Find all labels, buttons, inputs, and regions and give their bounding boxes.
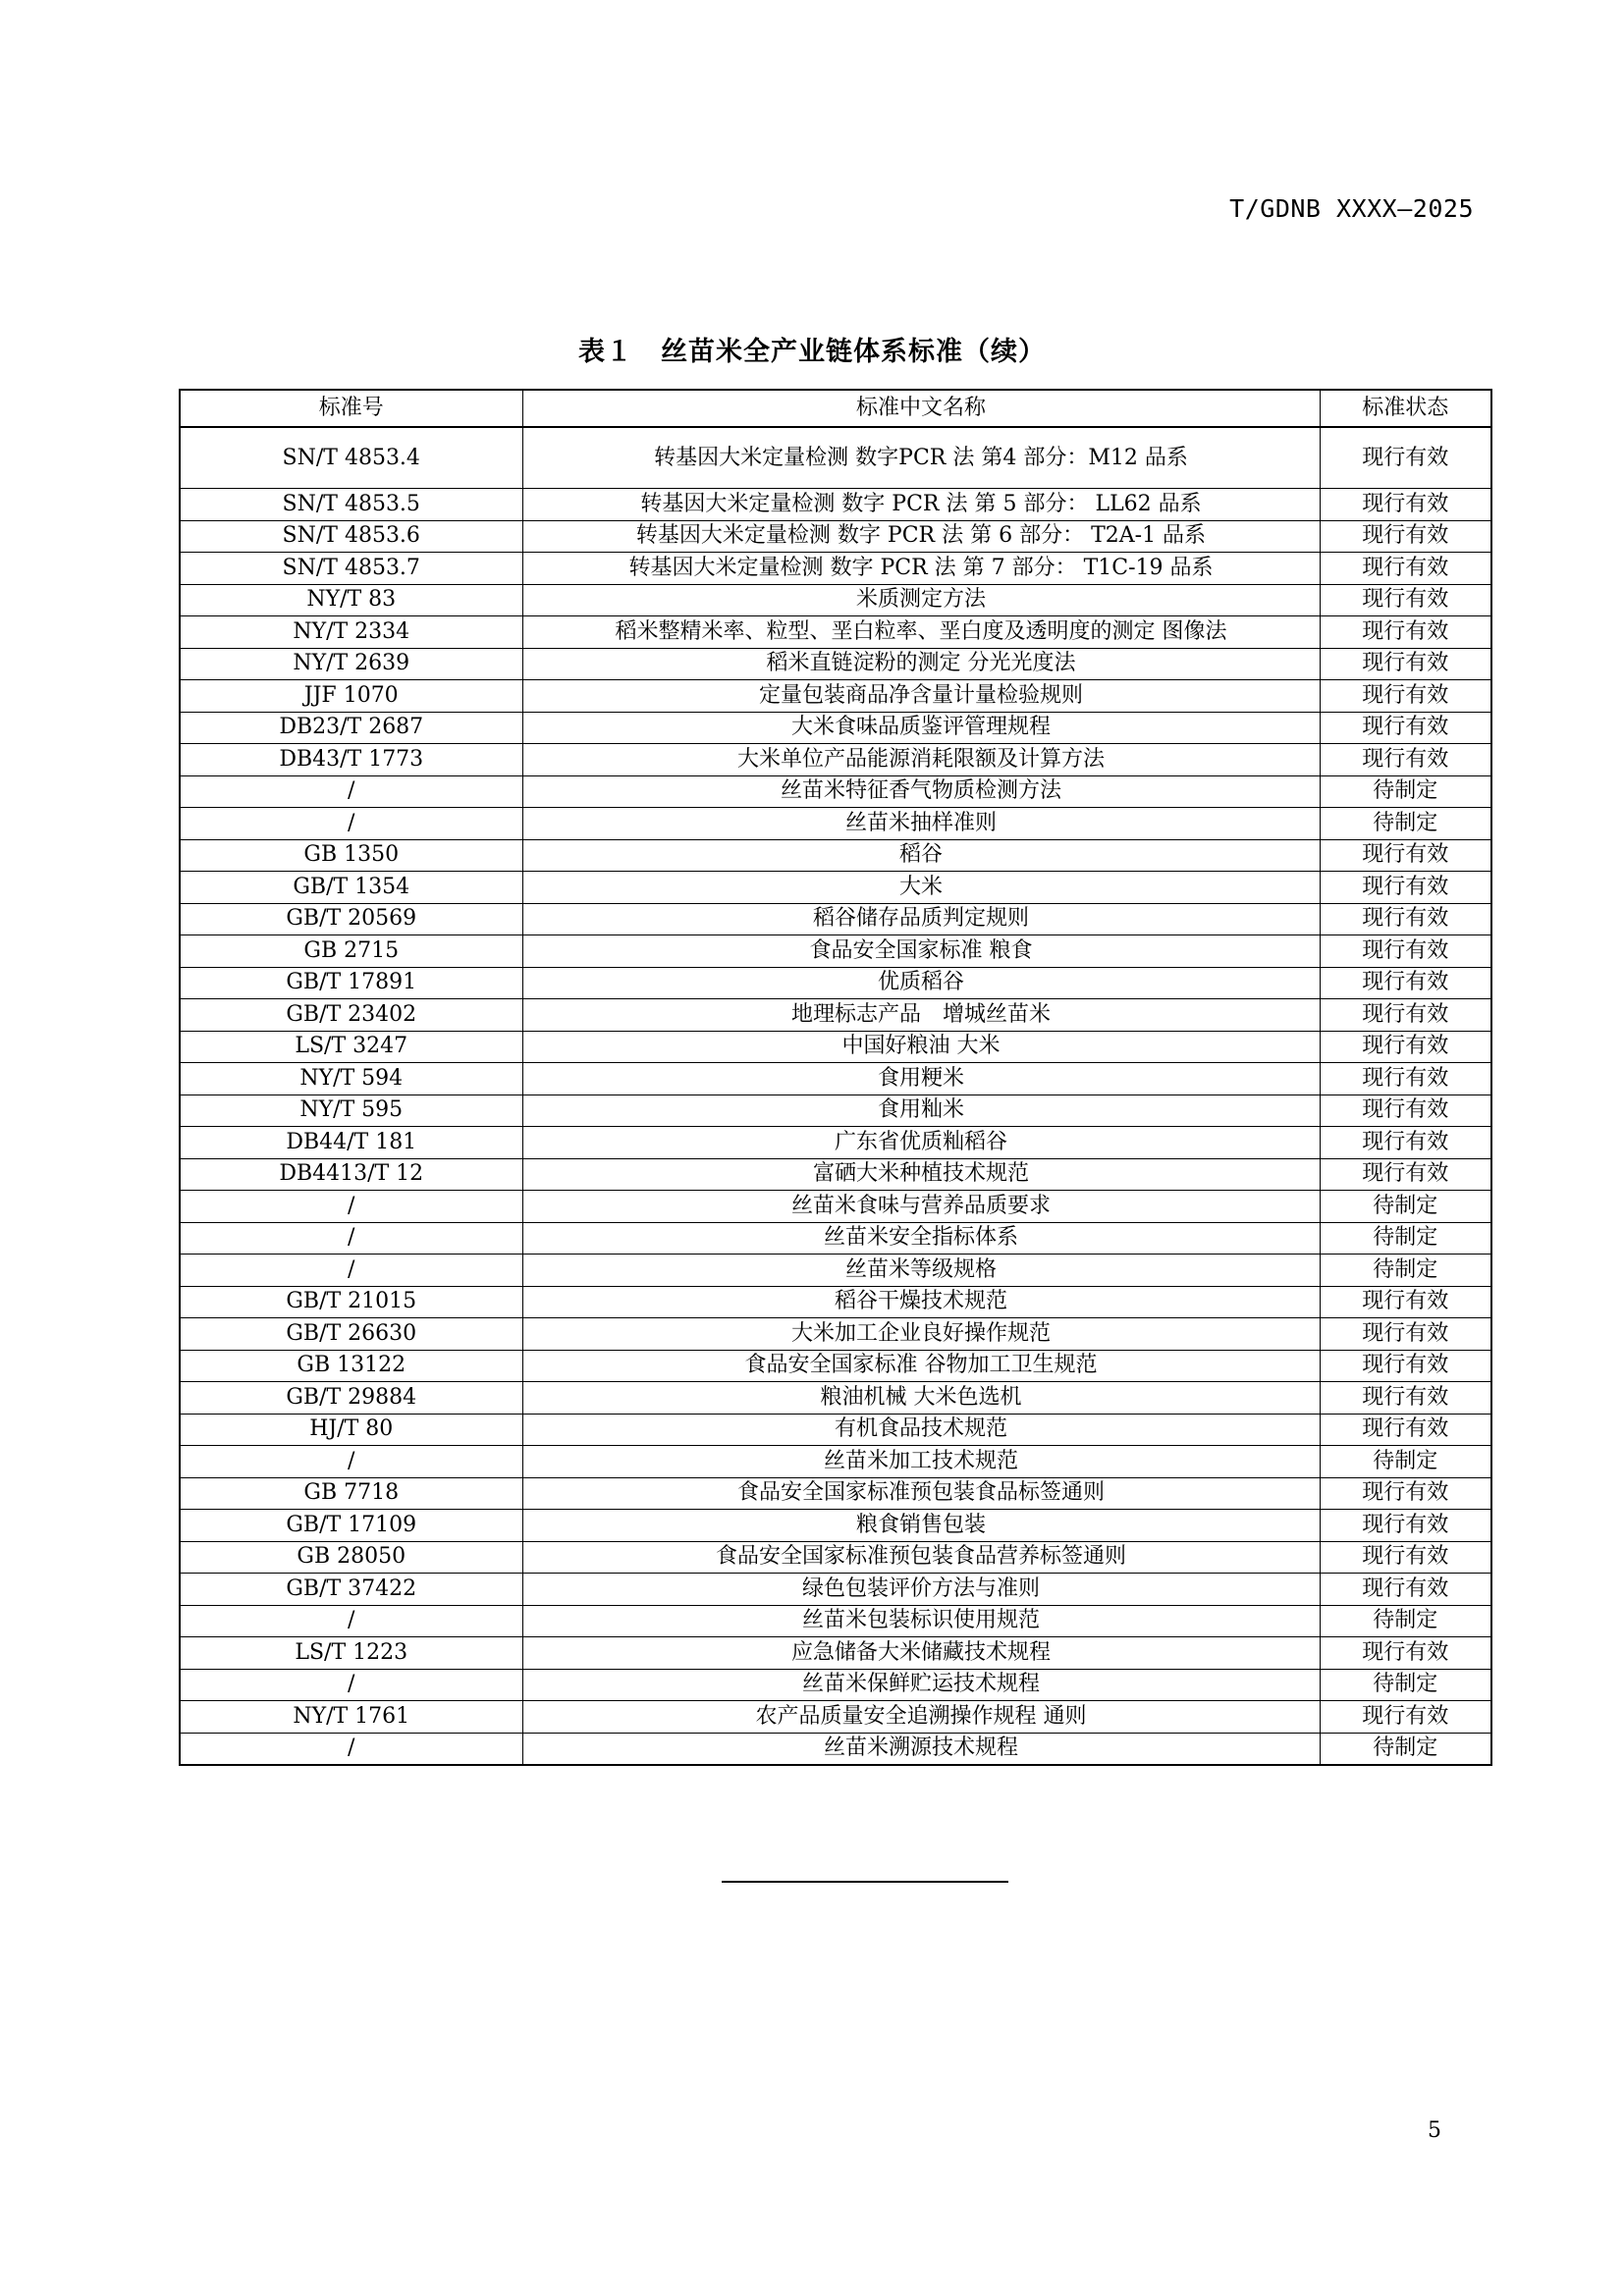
- cell-standard-name: 食用粳米: [522, 1063, 1320, 1095]
- cell-standard-name: 中国好粮油 大米: [522, 1031, 1320, 1063]
- table-row: [180, 489, 1491, 521]
- cell-standard-code: GB 28050: [180, 1541, 522, 1574]
- cell-standard-status: 待制定: [1320, 1446, 1491, 1478]
- table-row: [180, 1191, 1491, 1223]
- table-row: [180, 967, 1491, 999]
- cell-standard-code: NY/T 595: [180, 1095, 522, 1127]
- cell-standard-name: 有机食品技术规范: [522, 1414, 1320, 1446]
- cell-standard-code: GB/T 23402: [180, 999, 522, 1032]
- cell-standard-name: 丝苗米等级规格: [522, 1255, 1320, 1287]
- table-row: [180, 1095, 1491, 1127]
- table-row: [180, 1158, 1491, 1191]
- table-row: [180, 1510, 1491, 1542]
- table-title: 表１ 丝苗米全产业链体系标准（续）: [578, 337, 1046, 367]
- cell-standard-code: GB/T 17109: [180, 1510, 522, 1542]
- column-header-name: 标准中文名称: [522, 390, 1320, 427]
- cell-standard-name: 食品安全国家标准预包装食品标签通则: [522, 1477, 1320, 1510]
- cell-standard-code: SN/T 4853.4: [180, 427, 522, 489]
- table-row: [180, 520, 1491, 553]
- table-row: [180, 999, 1491, 1032]
- column-header-code: 标准号: [180, 390, 522, 427]
- table-row: [180, 1255, 1491, 1287]
- cell-standard-status: 现行有效: [1320, 1031, 1491, 1063]
- cell-standard-name: 稻谷: [522, 839, 1320, 872]
- cell-standard-code: GB/T 17891: [180, 967, 522, 999]
- cell-standard-code: SN/T 4853.5: [180, 489, 522, 521]
- cell-standard-code: /: [180, 775, 522, 808]
- table-row: [180, 839, 1491, 872]
- cell-standard-name: 粮油机械 大米色选机: [522, 1382, 1320, 1415]
- cell-standard-name: 富硒大米种植技术规范: [522, 1158, 1320, 1191]
- cell-standard-status: 现行有效: [1320, 967, 1491, 999]
- end-of-table-rule: [722, 1881, 1008, 1883]
- cell-standard-name: 丝苗米食味与营养品质要求: [522, 1191, 1320, 1223]
- cell-standard-status: 待制定: [1320, 1191, 1491, 1223]
- cell-standard-status: 现行有效: [1320, 1382, 1491, 1415]
- cell-standard-status: 现行有效: [1320, 1414, 1491, 1446]
- cell-standard-status: 现行有效: [1320, 1637, 1491, 1670]
- table-body: [180, 427, 1491, 1765]
- cell-standard-name: 米质测定方法: [522, 584, 1320, 616]
- cell-standard-code: HJ/T 80: [180, 1414, 522, 1446]
- cell-standard-name: 丝苗米包装标识使用规范: [522, 1605, 1320, 1637]
- cell-standard-status: 现行有效: [1320, 648, 1491, 680]
- cell-standard-name: 丝苗米抽样准则: [522, 808, 1320, 840]
- cell-standard-status: 现行有效: [1320, 584, 1491, 616]
- column-header-status: 标准状态: [1320, 390, 1491, 427]
- cell-standard-code: GB 2715: [180, 935, 522, 968]
- table-row: [180, 1382, 1491, 1415]
- table-row: [180, 1477, 1491, 1510]
- cell-standard-status: 现行有效: [1320, 903, 1491, 935]
- cell-standard-name: 优质稻谷: [522, 967, 1320, 999]
- cell-standard-status: 待制定: [1320, 1255, 1491, 1287]
- table-row: [180, 1222, 1491, 1255]
- cell-standard-name: 转基因大米定量检测 数字 PCR 法 第 7 部分： T1C-19 品系: [522, 553, 1320, 585]
- cell-standard-status: 待制定: [1320, 1222, 1491, 1255]
- cell-standard-code: LS/T 1223: [180, 1637, 522, 1670]
- cell-standard-code: GB/T 20569: [180, 903, 522, 935]
- table-row: [180, 1701, 1491, 1734]
- cell-standard-status: 现行有效: [1320, 680, 1491, 713]
- cell-standard-status: 现行有效: [1320, 1510, 1491, 1542]
- cell-standard-name: 地理标志产品 增城丝苗米: [522, 999, 1320, 1032]
- cell-standard-name: 稻谷干燥技术规范: [522, 1286, 1320, 1318]
- cell-standard-status: 现行有效: [1320, 489, 1491, 521]
- cell-standard-name: 大米: [522, 872, 1320, 904]
- table-row: [180, 903, 1491, 935]
- cell-standard-status: 待制定: [1320, 1733, 1491, 1765]
- cell-standard-name: 转基因大米定量检测 数字 PCR 法 第 6 部分： T2A-1 品系: [522, 520, 1320, 553]
- cell-standard-name: 丝苗米溯源技术规程: [522, 1733, 1320, 1765]
- table-row: [180, 1446, 1491, 1478]
- cell-standard-code: NY/T 1761: [180, 1701, 522, 1734]
- cell-standard-status: 现行有效: [1320, 999, 1491, 1032]
- table-row: [180, 427, 1491, 489]
- table-row: [180, 1031, 1491, 1063]
- cell-standard-name: 绿色包装评价方法与准则: [522, 1574, 1320, 1606]
- cell-standard-status: 现行有效: [1320, 1286, 1491, 1318]
- cell-standard-status: 现行有效: [1320, 1127, 1491, 1159]
- cell-standard-code: /: [180, 1191, 522, 1223]
- table-row: [180, 1541, 1491, 1574]
- cell-standard-status: 现行有效: [1320, 1701, 1491, 1734]
- table-row: [180, 1605, 1491, 1637]
- cell-standard-code: NY/T 2639: [180, 648, 522, 680]
- cell-standard-code: DB23/T 2687: [180, 712, 522, 744]
- cell-standard-status: 待制定: [1320, 1605, 1491, 1637]
- cell-standard-code: LS/T 3247: [180, 1031, 522, 1063]
- cell-standard-status: 现行有效: [1320, 744, 1491, 776]
- cell-standard-name: 食用籼米: [522, 1095, 1320, 1127]
- cell-standard-status: 现行有效: [1320, 1063, 1491, 1095]
- cell-standard-name: 食品安全国家标准预包装食品营养标签通则: [522, 1541, 1320, 1574]
- cell-standard-code: /: [180, 1222, 522, 1255]
- cell-standard-status: 现行有效: [1320, 427, 1491, 489]
- cell-standard-code: GB/T 26630: [180, 1318, 522, 1351]
- cell-standard-code: /: [180, 1255, 522, 1287]
- table-row: [180, 775, 1491, 808]
- table-row: [180, 1318, 1491, 1351]
- cell-standard-name: 丝苗米特征香气物质检测方法: [522, 775, 1320, 808]
- cell-standard-status: 待制定: [1320, 808, 1491, 840]
- cell-standard-name: 丝苗米保鲜贮运技术规程: [522, 1669, 1320, 1701]
- cell-standard-code: /: [180, 1733, 522, 1765]
- cell-standard-code: NY/T 83: [180, 584, 522, 616]
- cell-standard-name: 粮食销售包装: [522, 1510, 1320, 1542]
- cell-standard-code: DB43/T 1773: [180, 744, 522, 776]
- page-number: 5: [1428, 2118, 1441, 2143]
- table-row: [180, 1286, 1491, 1318]
- cell-standard-status: 现行有效: [1320, 1350, 1491, 1382]
- table-row: [180, 1127, 1491, 1159]
- table-row: [180, 935, 1491, 968]
- cell-standard-status: 现行有效: [1320, 935, 1491, 968]
- cell-standard-name: 食品安全国家标准 谷物加工卫生规范: [522, 1350, 1320, 1382]
- cell-standard-status: 现行有效: [1320, 839, 1491, 872]
- table-row: [180, 1414, 1491, 1446]
- cell-standard-status: 待制定: [1320, 1669, 1491, 1701]
- cell-standard-status: 现行有效: [1320, 520, 1491, 553]
- cell-standard-code: GB 1350: [180, 839, 522, 872]
- table-row: [180, 616, 1491, 649]
- cell-standard-name: 大米加工企业良好操作规范: [522, 1318, 1320, 1351]
- standards-table: [179, 389, 1492, 1766]
- cell-standard-status: 现行有效: [1320, 712, 1491, 744]
- cell-standard-status: 现行有效: [1320, 1318, 1491, 1351]
- cell-standard-code: SN/T 4853.6: [180, 520, 522, 553]
- cell-standard-status: 现行有效: [1320, 872, 1491, 904]
- table-row: [180, 1350, 1491, 1382]
- cell-standard-code: GB 13122: [180, 1350, 522, 1382]
- cell-standard-name: 广东省优质籼稻谷: [522, 1127, 1320, 1159]
- cell-standard-status: 现行有效: [1320, 1541, 1491, 1574]
- cell-standard-code: GB/T 37422: [180, 1574, 522, 1606]
- cell-standard-code: SN/T 4853.7: [180, 553, 522, 585]
- table-row: [180, 553, 1491, 585]
- table-row: [180, 680, 1491, 713]
- cell-standard-name: 定量包装商品净含量计量检验规则: [522, 680, 1320, 713]
- document-id: T/GDNB XXXX—2025: [1229, 194, 1474, 223]
- cell-standard-status: 现行有效: [1320, 1574, 1491, 1606]
- cell-standard-name: 稻米整精米率、粒型、垩白粒率、垩白度及透明度的测定 图像法: [522, 616, 1320, 649]
- cell-standard-name: 转基因大米定量检测 数字 PCR 法 第 5 部分： LL62 品系: [522, 489, 1320, 521]
- table-row: [180, 808, 1491, 840]
- cell-standard-code: /: [180, 1446, 522, 1478]
- cell-standard-name: 应急储备大米储藏技术规程: [522, 1637, 1320, 1670]
- cell-standard-code: NY/T 594: [180, 1063, 522, 1095]
- table-row: [180, 1733, 1491, 1765]
- cell-standard-status: 现行有效: [1320, 553, 1491, 585]
- table-row: [180, 1063, 1491, 1095]
- table-row: [180, 1574, 1491, 1606]
- cell-standard-code: DB4413/T 12: [180, 1158, 522, 1191]
- cell-standard-name: 转基因大米定量检测 数字PCR 法 第4 部分：M12 品系: [522, 427, 1320, 489]
- cell-standard-status: 待制定: [1320, 775, 1491, 808]
- cell-standard-code: GB 7718: [180, 1477, 522, 1510]
- cell-standard-status: 现行有效: [1320, 616, 1491, 649]
- cell-standard-name: 稻谷储存品质判定规则: [522, 903, 1320, 935]
- cell-standard-name: 食品安全国家标准 粮食: [522, 935, 1320, 968]
- cell-standard-code: NY/T 2334: [180, 616, 522, 649]
- table-row: [180, 872, 1491, 904]
- table-row: [180, 744, 1491, 776]
- cell-standard-code: GB/T 1354: [180, 872, 522, 904]
- cell-standard-code: /: [180, 1669, 522, 1701]
- table-row: [180, 712, 1491, 744]
- cell-standard-code: /: [180, 808, 522, 840]
- cell-standard-name: 农产品质量安全追溯操作规程 通则: [522, 1701, 1320, 1734]
- cell-standard-status: 现行有效: [1320, 1095, 1491, 1127]
- cell-standard-code: GB/T 21015: [180, 1286, 522, 1318]
- table-row: [180, 584, 1491, 616]
- table-header-row: [180, 390, 1491, 427]
- cell-standard-code: GB/T 29884: [180, 1382, 522, 1415]
- cell-standard-code: /: [180, 1605, 522, 1637]
- cell-standard-name: 稻米直链淀粉的测定 分光光度法: [522, 648, 1320, 680]
- cell-standard-name: 大米单位产品能源消耗限额及计算方法: [522, 744, 1320, 776]
- cell-standard-name: 大米食味品质鉴评管理规程: [522, 712, 1320, 744]
- cell-standard-code: DB44/T 181: [180, 1127, 522, 1159]
- table-row: [180, 648, 1491, 680]
- cell-standard-code: JJF 1070: [180, 680, 522, 713]
- table-row: [180, 1637, 1491, 1670]
- table-row: [180, 1669, 1491, 1701]
- cell-standard-name: 丝苗米加工技术规范: [522, 1446, 1320, 1478]
- cell-standard-name: 丝苗米安全指标体系: [522, 1222, 1320, 1255]
- cell-standard-status: 现行有效: [1320, 1158, 1491, 1191]
- cell-standard-status: 现行有效: [1320, 1477, 1491, 1510]
